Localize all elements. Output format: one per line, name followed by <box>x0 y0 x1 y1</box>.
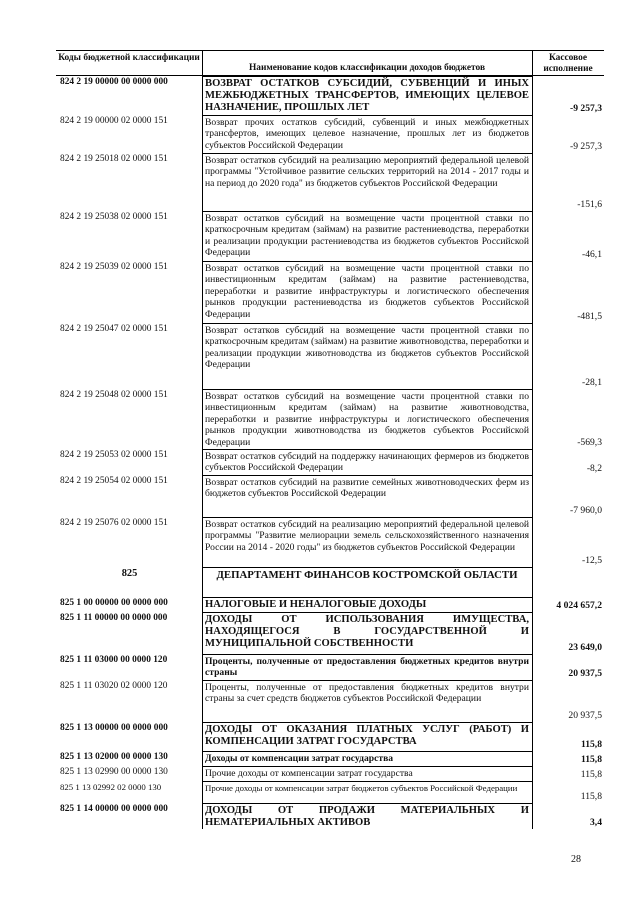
row-name: Прочие доходы от компенсации затрат бюджетов субъектов Российской Федерации <box>202 781 532 803</box>
row-amount: -12,5 <box>582 554 602 566</box>
row-code: 824 2 19 25047 02 0000 151 <box>60 323 168 334</box>
row-code: 824 2 19 25018 02 0000 151 <box>60 153 168 164</box>
row-amount: 115,8 <box>580 768 602 780</box>
row-name: ВОЗВРАТ ОСТАТКОВ СУБСИДИЙ, СУБВЕНЦИЙ И ИНЫХ МЕЖБЮДЖЕТНЫХ ТРАНСФЕРТОВ, ИМЕЮЩИХ ЦЕЛЕВОЕ НАЗНАЧЕНИЕ, ПРОШЛЫХ ЛЕТ <box>202 76 532 115</box>
row-amount <box>532 567 604 597</box>
row-code: 824 2 19 25038 02 0000 151 <box>60 211 168 222</box>
row-name: Проценты, полученные от предоставления бюджетных кредитов внутри страны за счет средств бюджетов субъектов Российской Федерации <box>202 680 532 722</box>
row-amount: 23 649,0 <box>568 641 602 653</box>
row-code: 825 1 13 02992 02 0000 130 <box>60 781 162 792</box>
row-code: 825 1 13 02000 00 0000 130 <box>60 751 168 762</box>
row-name: ДОХОДЫ ОТ ИСПОЛЬЗОВАНИЯ ИМУЩЕСТВА, НАХОДЯЩЕГОСЯ В ГОСУДАРСТВЕННОЙ И МУНИЦИПАЛЬНОЙ СОБСТВЕННОСТИ <box>202 612 532 654</box>
row-amount: -151,6 <box>577 199 602 211</box>
row-amount: -569,3 <box>577 436 602 448</box>
row-code: 825 1 13 02990 00 0000 130 <box>60 766 168 777</box>
row-name: Возврат остатков субсидий на возмещение части процентной ставки по инвестиционным кредитам (займам) на развитие растениеводства, переработки и развитие инфраструктуры и логистического обеспечения рынков продукции растениеводства из бюджетов субъектов Российской Федерации <box>202 261 532 323</box>
document-page <box>56 50 604 829</box>
row-amount: -9 257,3 <box>570 141 602 153</box>
row-name: Доходы от компенсации затрат государства <box>202 751 532 766</box>
row-name: Возврат остатков субсидий на возмещение части процентной ставки по краткосрочным кредитам (займам) на развитие растениеводства, переработки и реализации продукции растениеводства из бюджетов субъектов Российской Федерации <box>202 211 532 261</box>
row-name: ДЕПАРТАМЕНТ ФИНАНСОВ КОСТРОМСКОЙ ОБЛАСТИ <box>202 567 532 597</box>
row-amount: 4 024 657,2 <box>556 599 602 611</box>
row-amount: 3,4 <box>590 817 602 829</box>
row-code: 824 2 19 25039 02 0000 151 <box>60 261 168 272</box>
row-code: 825 1 11 00000 00 0000 000 <box>60 612 168 623</box>
row-amount: -28,1 <box>582 377 602 389</box>
row-amount: -9 257,3 <box>570 103 602 115</box>
row-amount: 115,8 <box>580 753 602 765</box>
row-amount: 20 937,5 <box>568 709 602 721</box>
row-name: Возврат прочих остатков субсидий, субвенций и иных межбюджетных трансфертов, имеющих целевое назначение, прошлых лет из бюджетов субъектов Российской Федерации <box>202 115 532 153</box>
row-code: 825 1 11 03020 02 0000 120 <box>60 680 168 691</box>
row-code: 824 2 19 25048 02 0000 151 <box>60 389 168 400</box>
row-code: 825 1 00 00000 00 0000 000 <box>60 597 168 608</box>
header-name: Наименование кодов классификации доходов бюджетов <box>202 50 532 76</box>
row-amount: -8,2 <box>586 462 602 474</box>
row-amount: -46,1 <box>582 249 602 261</box>
row-code: 825 1 11 03000 00 0000 120 <box>60 654 168 665</box>
row-code: 824 2 19 25053 02 0000 151 <box>60 449 168 460</box>
row-amount: -481,5 <box>577 311 602 323</box>
row-name: Возврат остатков субсидий на возмещение части процентной ставки по инвестиционным кредитам (займам) на развитие животноводства, переработки и развитие инфраструктуры и логистического обеспечения рынков продукции животноводства из бюджетов субъектов Российской Федерации <box>202 389 532 449</box>
row-name: Возврат остатков субсидий на возмещение части процентной ставки по краткосрочным кредитам (займам) на развитие животноводства, переработки и реализации продукции животноводства из бюджетов субъектов Российской Федерации <box>202 323 532 389</box>
revenue-table <box>56 50 604 829</box>
row-amount: 20 937,5 <box>568 667 602 679</box>
row-code: 825 1 13 00000 00 0000 000 <box>60 722 168 733</box>
row-name: ДОХОДЫ ОТ ОКАЗАНИЯ ПЛАТНЫХ УСЛУГ (РАБОТ) И КОМПЕНСАЦИИ ЗАТРАТ ГОСУДАРСТВА <box>202 722 532 751</box>
row-name: Возврат остатков субсидий на реализацию мероприятий федеральной целевой программы "Развитие мелиорации земель сельскохозяйственного назначения России на 2014 - 2020 годы" из бюджетов субъектов Российской Федерации <box>202 517 532 567</box>
row-code: 824 2 19 00000 02 0000 151 <box>60 115 168 126</box>
row-name: Возврат остатков субсидий на поддержку начинающих фермеров из бюджетов субъектов Российской Федерации <box>202 449 532 475</box>
row-name: Прочие доходы от компенсации затрат государства <box>202 766 532 781</box>
row-code: 824 2 19 25076 02 0000 151 <box>60 517 168 528</box>
row-code: 824 2 19 25054 02 0000 151 <box>60 475 168 486</box>
page-number: 28 <box>571 854 581 865</box>
row-amount: -7 960,0 <box>570 504 602 516</box>
row-name: Возврат остатков субсидий на развитие семейных животноводческих ферм из бюджетов субъектов Российской Федерации <box>202 475 532 517</box>
row-code: 825 1 14 00000 00 0000 000 <box>60 803 168 814</box>
row-code: 824 2 19 00000 00 0000 000 <box>60 77 168 87</box>
row-code: 825 <box>121 567 138 579</box>
row-name: НАЛОГОВЫЕ И НЕНАЛОГОВЫЕ ДОХОДЫ <box>202 597 532 612</box>
row-name: Проценты, полученные от предоставления бюджетных кредитов внутри страны <box>202 654 532 680</box>
header-amount: Кассовое исполнение <box>532 50 604 76</box>
row-amount: 115,8 <box>580 790 602 802</box>
row-amount: 115,8 <box>580 738 602 750</box>
row-name: ДОХОДЫ ОТ ПРОДАЖИ МАТЕРИАЛЬНЫХ И НЕМАТЕРИАЛЬНЫХ АКТИВОВ <box>202 803 532 829</box>
row-name: Возврат остатков субсидий на реализацию мероприятий федеральной целевой программы "Устойчивое развитие сельских территорий на 2014 - 2017 годы и на период до 2020 года" из бюджетов субъектов Российской Федерации <box>202 153 532 211</box>
header-code: Коды бюджетной классификации <box>56 50 202 76</box>
